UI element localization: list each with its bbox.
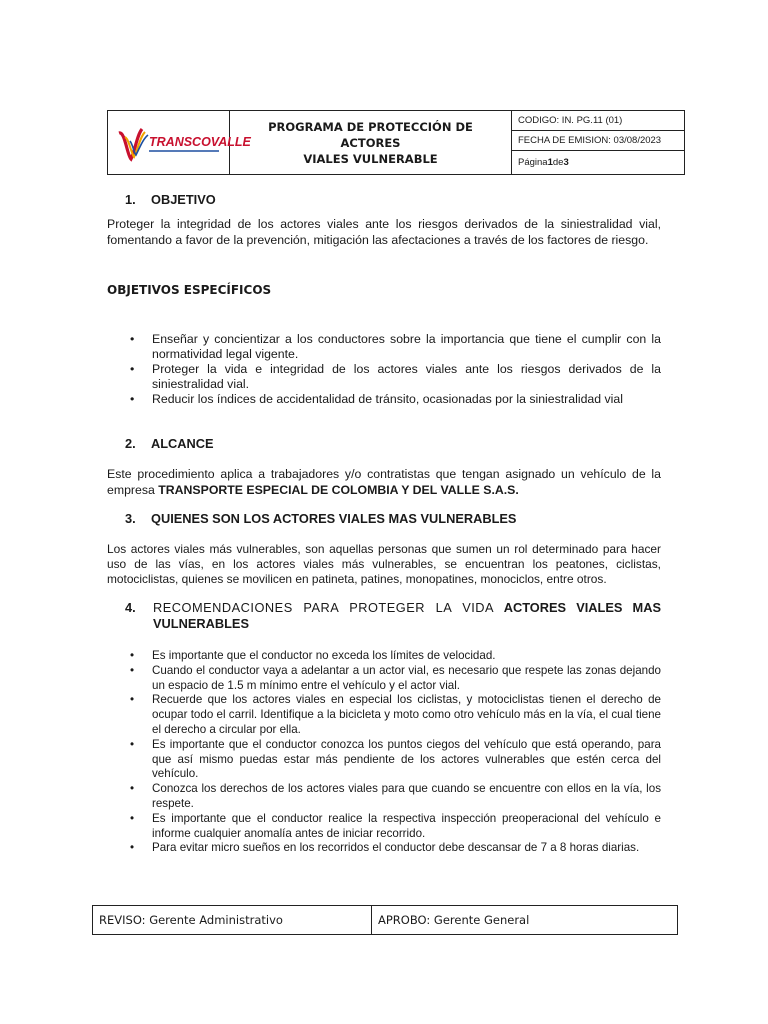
codigo-field: CODIGO: IN. PG.11 (01) [512,111,684,131]
actores-text: Los actores viales más vulnerables, son aquellas personas que sumen un rol determinado para hacer uso de las vías, en los actores viales más vulnerables, se encuentran los peatones, ciclistas, motociclistas, quienes se movilicen en patineta, patines, monopatines, monociclos, entre otros. [107,542,661,586]
list-item: • Conozca los derechos de los actores viales para que cuando se encuentre con ellos en la vía, los respete. [107,782,661,812]
aprobo-cell: APROBO: Gerente General [378,913,530,927]
fecha-field: FECHA DE EMISION: 03/08/2023 [512,131,684,151]
reviso-cell: REVISO: Gerente Administrativo [93,906,372,934]
document-header [107,110,685,175]
recomendaciones-list [107,649,661,856]
objetivos-list [107,332,661,407]
pagina-field: Página 1 de 3 [518,156,569,168]
document-title: PROGRAMA DE PROTECCIÓN DE ACTORES VIALES VULNERABLE [230,111,512,174]
section-heading-recomendaciones: 4. RECOMENDACIONES PARA PROTEGER LA VIDA ACTORES VIALES MAS VULNERABLES [125,600,661,631]
objetivo-text: Proteger la integridad de los actores viales ante los riesgos derivados de la siniestralidad vial, fomentando a favor de la prevención, mitigación las afectaciones a través de los factores de riesgo. [107,217,661,247]
list-item: • Proteger la vida e integridad de los actores viales ante los riesgos derivados de la siniestralidad vial. [107,362,661,392]
list-item: • Reducir los índices de accidentalidad de tránsito, ocasionadas por la siniestralidad vial [107,392,661,407]
approval-footer [92,905,678,935]
section-heading-alcance: 2. ALCANCE [125,436,214,451]
company-logo [108,111,251,174]
svg-text:TRANSCOVALLE: TRANSCOVALLE [148,134,251,149]
objetivos-especificos-heading: OBJETIVOS ESPECÍFICOS [107,283,272,297]
list-item: • Cuando el conductor vaya a adelantar a un actor vial, es necesario que respete las zonas dejando un espacio de 1.5 m mínimo entre el vehículo y el actor vial. [107,664,661,694]
list-item: • Enseñar y concientizar a los conductores sobre la importancia que tiene el cumplir con la normatividad legal vigente. [107,332,661,362]
list-item: • Es importante que el conductor realice la respectiva inspección preoperacional del vehículo e informe cualquier anomalía antes de iniciar recorrido. [107,812,661,842]
list-item: • Recuerde que los actores viales en especial los ciclistas, y motociclistas tienen el derecho de ocupar todo el carril. Identifique a la bicicleta y moto como otro vehículo más en la vía, el cual tiene el derecho a circular por ella. [107,693,661,737]
list-item: • Es importante que el conductor conozca los puntos ciegos del vehículo que está operando, para que así mismo puedas estar más pendiente de los actores vulnerables que estén cerca del vehículo. [107,738,661,782]
section-heading-actores: 3. QUIENES SON LOS ACTORES VIALES MAS VULNERABLES [125,511,517,526]
alcance-text: Este procedimiento aplica a trabajadores y/o contratistas que tengan asignado un vehículo de la empresa TRANSPORTE ESPECIAL DE COLOMBIA Y DEL VALLE S.A.S. [107,467,661,497]
section-heading-objetivo: 1. OBJETIVO [125,192,216,207]
document-meta [512,111,684,174]
list-item: • Para evitar micro sueños en los recorridos el conductor debe descansar de 7 a 8 horas diarias. [107,841,661,856]
list-item: • Es importante que el conductor no exceda los límites de velocidad. [107,649,661,664]
